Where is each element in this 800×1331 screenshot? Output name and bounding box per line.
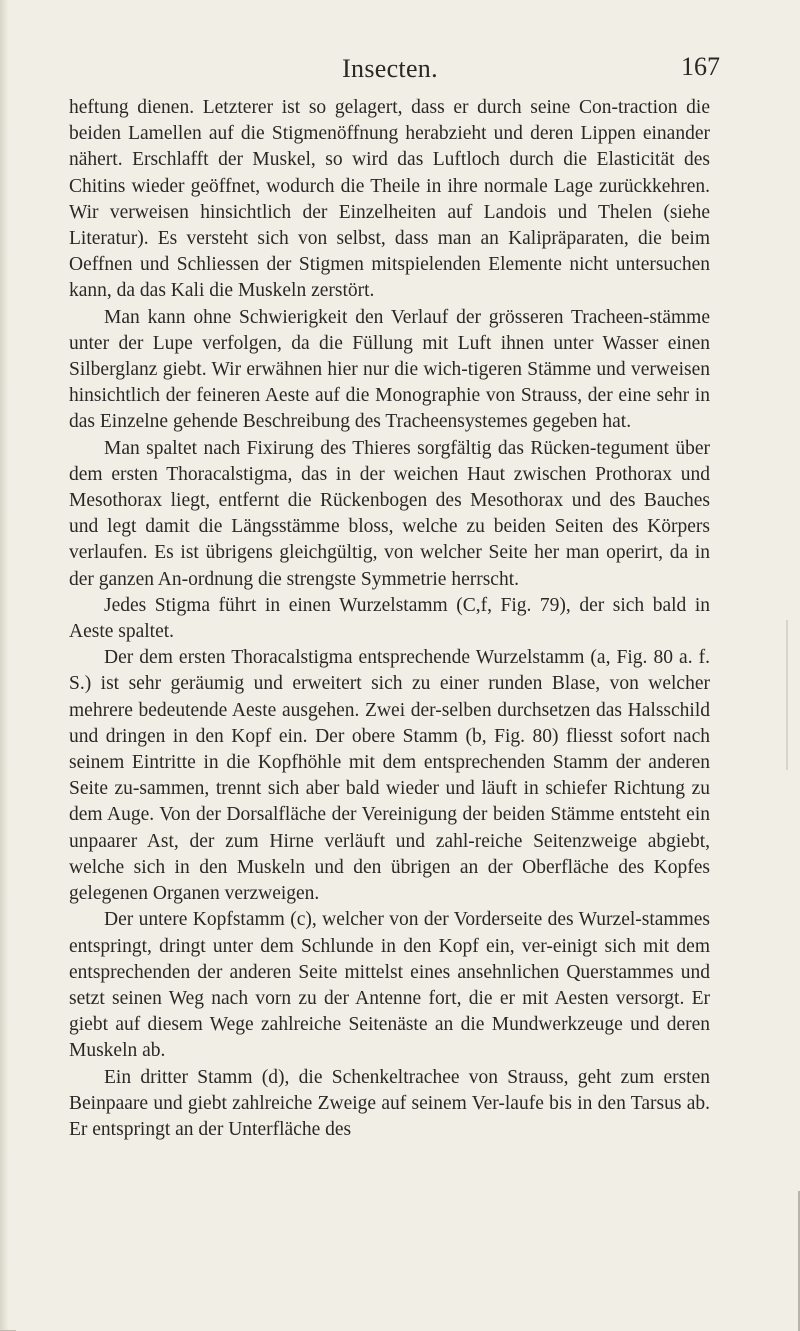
page-crease-mark: [786, 620, 788, 770]
page-number: 167: [681, 52, 720, 81]
body-text: [69, 95, 710, 1143]
paragraph-2: Man kann ohne Schwierigkeit den Verlauf der grösseren Tracheen-stämme unter der Lupe verfolgen, da die Füllung mit Luft ihnen unter Wasser einen Silberglanz giebt. Wir erwähnen hier nur die wich-tigeren Stämme und verweisen hinsichtlich der feineren Aeste auf die Monographie von Strauss, der eine sehr in das Einzelne gehende Beschreibung des Tracheensystemes gegeben hat.: [69, 306, 710, 433]
paragraph-3: Man spaltet nach Fixirung des Thieres sorgfältig das Rücken-tegument über dem ersten Thoracalstigma, das in der weichen Haut zwischen Prothorax und Mesothorax liegt, entfernt die Rückenbogen des Mesothorax und des Bauches und legt damit die Längsstämme bloss, welche zu beiden Seiten des Körpers verlaufen. Es ist übrigens gleichgültig, von welcher Seite her man operirt, da in der ganzen An-ordnung die strengste Symmetrie herrscht.: [69, 437, 710, 590]
paragraph-5: Der dem ersten Thoracalstigma entsprechende Wurzelstamm (a, Fig. 80 a. f. S.) ist sehr geräumig und erweitert sich zu einer runden Blase, von welcher mehrere bedeutende Aeste ausgehen. Zwei der-selben durchsetzen das Halsschild und dringen in den Kopf ein. Der obere Stamm (b, Fig. 80) fliesst sofort nach seinem Eintritte in die Kopfhöhle mit dem entsprechenden Stamm der anderen Seite zu-sammen, trennt sich aber bald wieder und läuft in schiefer Richtung zu dem Auge. Von der Dorsalfläche der Vereinigung der beiden Stämme entsteht ein unpaarer Ast, der zum Hirne verläuft und zahl-reiche Seitenzweige abgiebt, welche sich in den Muskeln und den übrigen an der Oberfläche des Kopfes gelegenen Organen verzweigen.: [69, 647, 710, 905]
paragraph-6: Der untere Kopfstamm (c), welcher von der Vorderseite des Wurzel-stammes entspringt, dringt unter dem Schlunde in den Kopf ein, ver-einigt sich mit dem entsprechenden der anderen Seite mittelst eines ansehnlichen Querstammes und setzt seinen Weg nach vorn zu der Antenne fort, die er mit Aesten versorgt. Er giebt auf diesem Wege zahlreiche Seitenäste an die Mundwerkzeuge und deren Muskeln ab.: [69, 909, 710, 1062]
paragraph-4: Jedes Stigma führt in einen Wurzelstamm (C,f, Fig. 79), der sich bald in Aeste spaltet.: [69, 594, 710, 643]
paragraph-1: heftung dienen. Letzterer ist so gelagert, dass er durch seine Con-traction die beiden Lamellen auf die Stigmenöffnung herabzieht und deren Lippen einander nähert. Erschlafft der Muskel, so wird das Luftloch durch die Elasticität des Chitins wieder geöffnet, wodurch die Theile in ihre normale Lage zurückkehren. Wir verweisen hinsichtlich der Einzelheiten auf Landois und Thelen (siehe Literatur). Es versteht sich von selbst, dass man an Kalipräparaten, die beim Oeffnen und Schliessen der Stigmen mitspielenden Elemente nicht untersuchen kann, da das Kali die Muskeln zerstört.: [69, 97, 710, 302]
running-title: Insecten.: [342, 54, 438, 83]
paragraph-7: Ein dritter Stamm (d), die Schenkeltrachee von Strauss, geht zum ersten Beinpaare und giebt zahlreiche Zweige auf seinem Ver-laufe bis in den Tarsus ab. Er entspringt an der Unterfläche des: [69, 1066, 710, 1140]
page-binding-edge: [0, 0, 8, 1331]
page-header: [60, 48, 720, 88]
